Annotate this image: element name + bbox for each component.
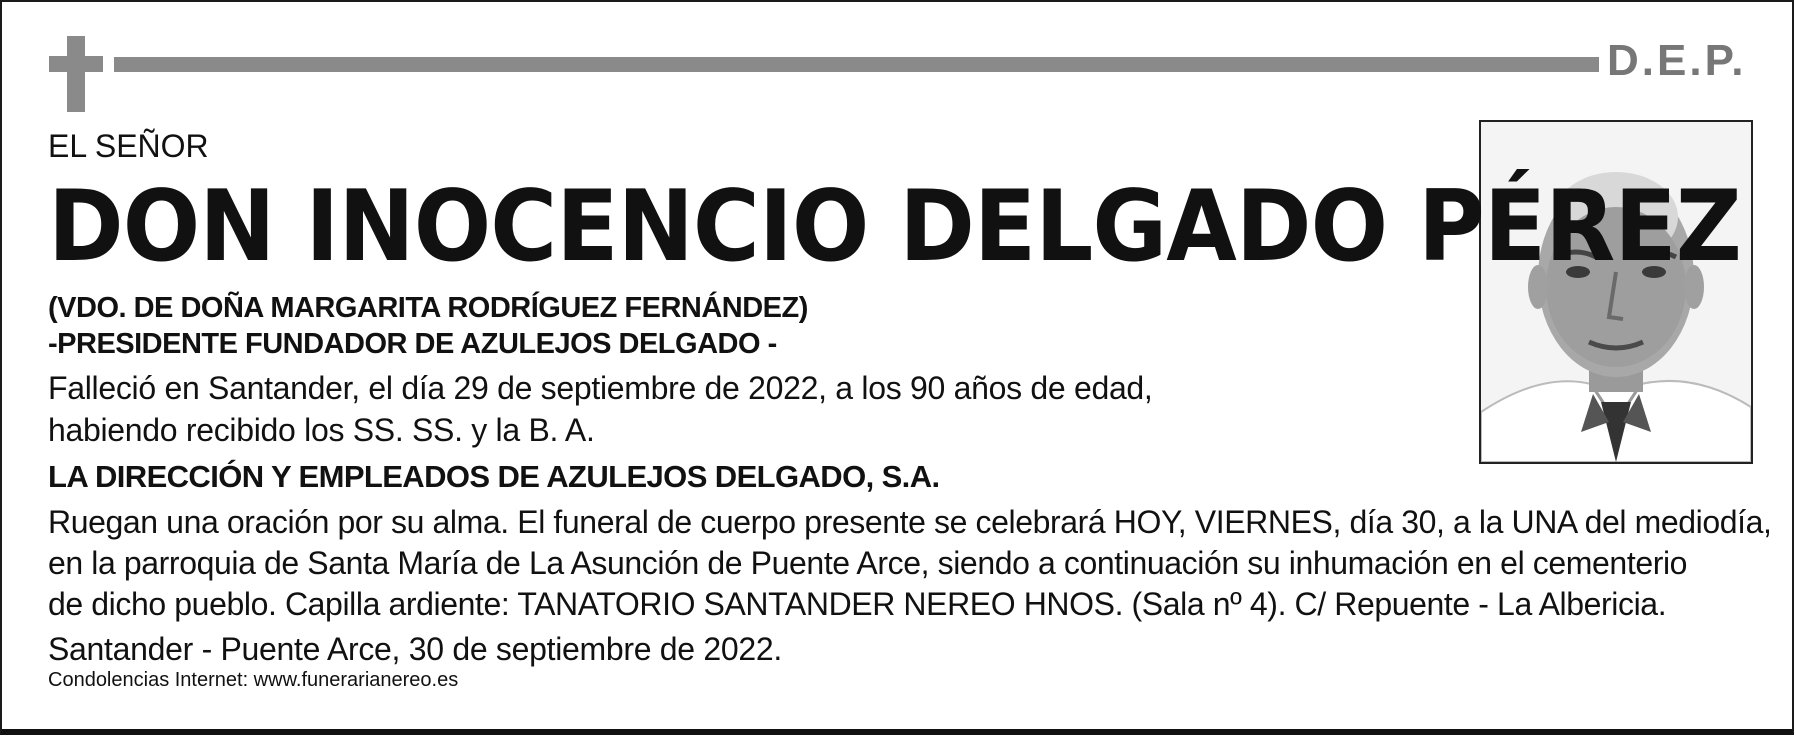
widow-line: (VDO. DE DOÑA MARGARITA RODRÍGUEZ FERNÁNDEZ) [48,292,808,324]
title-prefix: EL SEÑOR [48,128,209,164]
death-details-line-2: habiendo recibido los SS. SS. y la B. A. [48,412,595,448]
header-rule [114,57,1599,72]
deceased-name: DON INOCENCIO DELGADO PÉREZ [48,170,1741,284]
position-line: -PRESIDENTE FUNDADOR DE AZULEJOS DELGADO - [48,328,777,360]
condolences-line: Condolencias Internet: www.funerarianereo.es [48,669,459,691]
death-details-line-1: Falleció en Santander, el día 29 de septiembre de 2022, a los 90 años de edad, [48,370,1153,406]
funeral-details-line-3: de dicho pueblo. Capilla ardiente: TANATORIO SANTANDER NEREO HNOS. (Sala nº 4). C/ Repuente - La Albericia. [48,586,1667,622]
cross-icon [49,36,103,112]
mourners-line: LA DIRECCIÓN Y EMPLEADOS DE AZULEJOS DELGADO, S.A. [48,459,940,494]
funeral-details-line-2: en la parroquia de Santa María de La Asunción de Puente Arce, siendo a continuación su inhumación en el cementerio [48,545,1688,581]
dep-label: D.E.P. [1607,36,1747,85]
place-date-line: Santander - Puente Arce, 30 de septiembre de 2022. [48,631,782,667]
funeral-details-line-1: Ruegan una oración por su alma. El funeral de cuerpo presente se celebrará HOY, VIERNES, día 30, a la UNA del mediodía, [48,504,1772,540]
